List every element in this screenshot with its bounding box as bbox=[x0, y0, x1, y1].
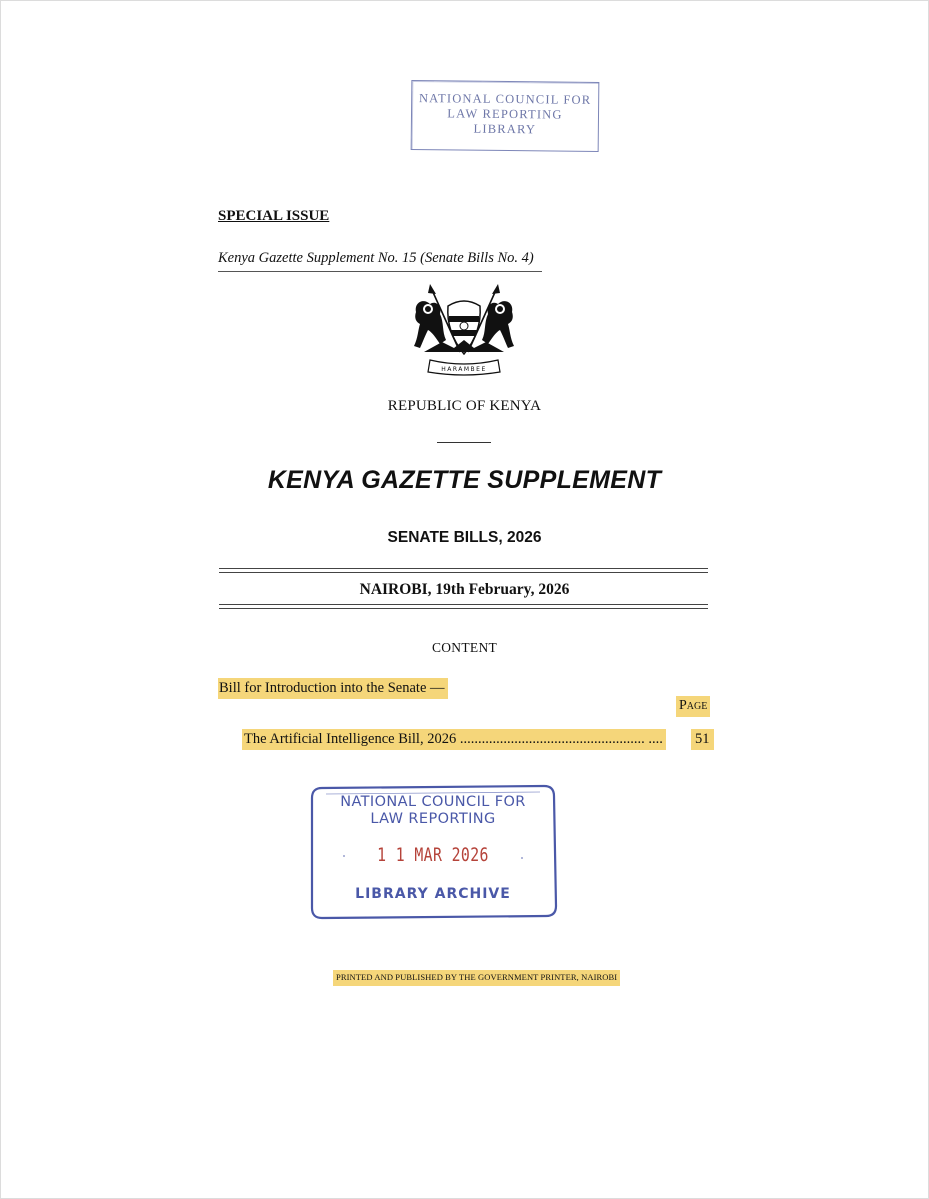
page-column-label: Page bbox=[676, 696, 710, 717]
contents-heading: CONTENT bbox=[431, 640, 498, 655]
double-rule-bottom bbox=[219, 604, 708, 609]
stamp-top-line1: NATIONAL COUNCIL FOR bbox=[418, 91, 592, 107]
kenya-coat-of-arms-icon bbox=[410, 282, 518, 378]
short-divider bbox=[437, 442, 491, 443]
stamp-date: 1 1 MAR 2026 bbox=[377, 844, 489, 866]
stamp-bottom-line3: LIBRARY ARCHIVE bbox=[355, 886, 511, 902]
emblem-motto: HARAMBEE bbox=[441, 366, 487, 373]
dateline: NAIROBI, 19th February, 2026 bbox=[359, 581, 570, 598]
supplement-reference: Kenya Gazette Supplement No. 15 (Senate Bills No. 4) bbox=[218, 250, 542, 272]
gazette-title: KENYA GAZETTE SUPPLEMENT bbox=[267, 466, 662, 494]
stamp-bottom-line1: NATIONAL COUNCIL FOR bbox=[340, 794, 526, 810]
toc-entry-title: The Artificial Intelligence Bill, 2026 bbox=[244, 731, 457, 747]
special-issue-heading: SPECIAL ISSUE bbox=[218, 208, 330, 224]
republic-of-kenya: REPUBLIC OF KENYA bbox=[387, 398, 542, 414]
contents-section-label: Bill for Introduction into the Senate — bbox=[218, 678, 448, 699]
toc-entry bbox=[242, 729, 666, 750]
toc-entry-page: 51 bbox=[691, 729, 714, 750]
senate-bills-subtitle: SENATE BILLS, 2026 bbox=[387, 529, 542, 546]
double-rule-top bbox=[219, 568, 708, 573]
stamp-top-line3: LIBRARY bbox=[473, 121, 537, 137]
library-stamp-top bbox=[411, 80, 600, 152]
printer-footer: PRINTED AND PUBLISHED BY THE GOVERNMENT PRINTER, NAIROBI bbox=[333, 970, 620, 986]
stamp-bottom-line2: LAW REPORTING bbox=[370, 811, 496, 827]
toc-entry-leader: ................................................... .... bbox=[456, 731, 663, 747]
library-archive-stamp bbox=[308, 780, 558, 922]
stamp-top-line2: LAW REPORTING bbox=[447, 106, 563, 122]
